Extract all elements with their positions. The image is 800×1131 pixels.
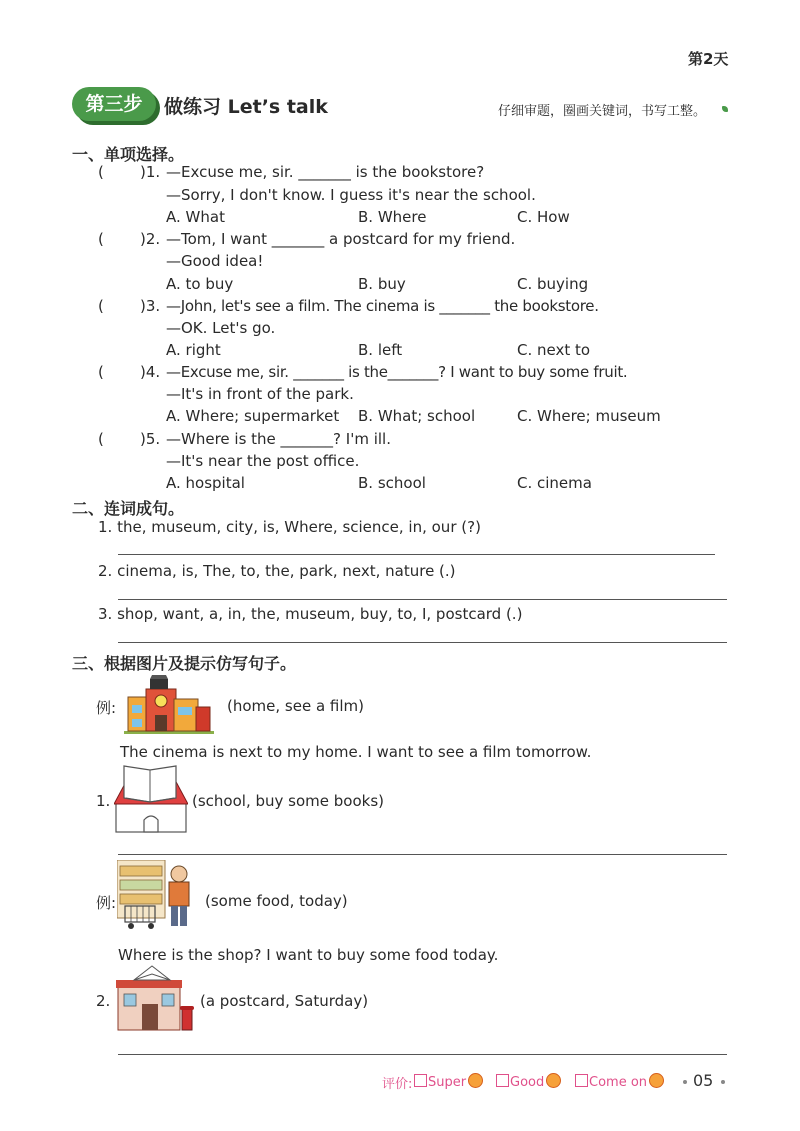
eval-option-good[interactable] — [496, 1073, 561, 1090]
answer-line-sentence-1[interactable] — [118, 854, 727, 855]
evaluation-label: 评价: — [382, 1077, 413, 1092]
answer-line-sentence-2[interactable] — [118, 1054, 727, 1055]
smile-face-icon — [546, 1073, 561, 1088]
part2-heading: 二、连词成句。 — [72, 499, 185, 518]
reorder-item-3: 3. shop, want, a, in, the, museum, buy, to, I, postcard (.) — [98, 605, 523, 623]
part1-heading: 一、单项选择。 — [72, 145, 185, 164]
question-reply-5: —It's near the post office. — [166, 452, 360, 470]
option-c-1: C. How — [517, 208, 570, 226]
question-text-1: —Excuse me, sir. _______ is the bookstore? — [166, 163, 485, 181]
option-c-2: C. buying — [517, 275, 589, 293]
example-hint-1: (home, see a film) — [227, 697, 364, 715]
checkbox-icon[interactable] — [414, 1074, 427, 1087]
section-title: 做练习 Let’s talk — [164, 96, 328, 118]
question-text-2: —Tom, I want _______ a postcard for my friend. — [166, 230, 516, 248]
item-hint-2: (a postcard, Saturday) — [200, 992, 369, 1010]
example-sentence-1: The cinema is next to my home. I want to see a film tomorrow. — [120, 743, 592, 761]
question-reply-1: —Sorry, I don't know. I guess it's near the school. — [166, 186, 536, 204]
day-label: 第2天 — [688, 50, 729, 68]
answer-blank-2[interactable]: ( — [98, 230, 104, 248]
reorder-item-2: 2. cinema, is, The, to, the, park, next, nature (.) — [98, 562, 456, 580]
option-a-2: A. to buy — [166, 275, 234, 293]
option-c-3: C. next to — [517, 341, 591, 359]
option-b-1: B. Where — [358, 208, 427, 226]
answer-line-reorder-1[interactable] — [118, 554, 715, 555]
eval-option-come-on-label: Come on — [589, 1075, 648, 1090]
question-reply-2: —Good idea! — [166, 252, 264, 270]
option-a-4: A. Where; supermarket — [166, 407, 340, 425]
page-number: 05 — [693, 1071, 714, 1090]
option-a-1: A. What — [166, 208, 225, 226]
shop-illustration — [117, 860, 197, 930]
question-number-1: )1. — [140, 163, 161, 181]
question-number-4: )4. — [140, 363, 161, 381]
eval-option-super[interactable] — [414, 1073, 483, 1090]
checkbox-icon[interactable] — [575, 1074, 588, 1087]
option-b-4: B. What; school — [358, 407, 476, 425]
eval-option-come-on[interactable] — [575, 1073, 664, 1090]
question-number-3: )3. — [140, 297, 161, 315]
item-label-1: 1. — [96, 792, 111, 810]
eval-option-good-label: Good — [510, 1075, 545, 1090]
answer-blank-5[interactable]: ( — [98, 430, 104, 448]
option-a-3: A. right — [166, 341, 221, 359]
question-number-2: )2. — [140, 230, 161, 248]
post-office-illustration — [114, 964, 194, 1032]
example-hint-2: (some food, today) — [205, 892, 348, 910]
answer-line-reorder-3[interactable] — [118, 642, 727, 643]
option-b-3: B. left — [358, 341, 403, 359]
eval-option-super-label: Super — [428, 1075, 467, 1090]
school-illustration — [114, 764, 188, 834]
leaf-icon — [722, 106, 728, 112]
answer-blank-4[interactable]: ( — [98, 363, 104, 381]
step-badge: 第三步 — [72, 87, 156, 121]
smile-face-icon — [649, 1073, 664, 1088]
page-dot-right — [721, 1080, 725, 1084]
question-reply-4: —It's in front of the park. — [166, 385, 354, 403]
question-reply-3: —OK. Let's go. — [166, 319, 276, 337]
option-a-5: A. hospital — [166, 474, 245, 492]
answer-blank-3[interactable]: ( — [98, 297, 104, 315]
example-label-2: 例: — [96, 894, 117, 912]
tip-text: 仔细审题，圈画关键词，书写工整。 — [498, 104, 707, 119]
item-hint-1: (school, buy some books) — [192, 792, 384, 810]
item-label-2: 2. — [96, 992, 111, 1010]
smile-face-icon — [468, 1073, 483, 1088]
question-number-5: )5. — [140, 430, 161, 448]
reorder-item-1: 1. the, museum, city, is, Where, science, in, our (?) — [98, 518, 481, 536]
answer-blank-1[interactable]: ( — [98, 163, 104, 181]
example-sentence-2: Where is the shop? I want to buy some food today. — [118, 946, 499, 964]
option-b-2: B. buy — [358, 275, 406, 293]
option-c-4: C. Where; museum — [517, 407, 661, 425]
question-text-4: —Excuse me, sir. _______ is the_______? I want to buy some fruit. — [166, 363, 628, 381]
page-dot-left — [683, 1080, 687, 1084]
part3-heading: 三、根据图片及提示仿写句子。 — [72, 654, 297, 673]
option-b-5: B. school — [358, 474, 426, 492]
example-label-1: 例: — [96, 699, 117, 717]
answer-line-reorder-2[interactable] — [118, 599, 727, 600]
option-c-5: C. cinema — [517, 474, 592, 492]
checkbox-icon[interactable] — [496, 1074, 509, 1087]
cinema-illustration — [122, 675, 216, 735]
question-text-5: —Where is the _______? I'm ill. — [166, 430, 391, 448]
question-text-3: —John, let's see a film. The cinema is _______ the bookstore. — [166, 297, 599, 315]
